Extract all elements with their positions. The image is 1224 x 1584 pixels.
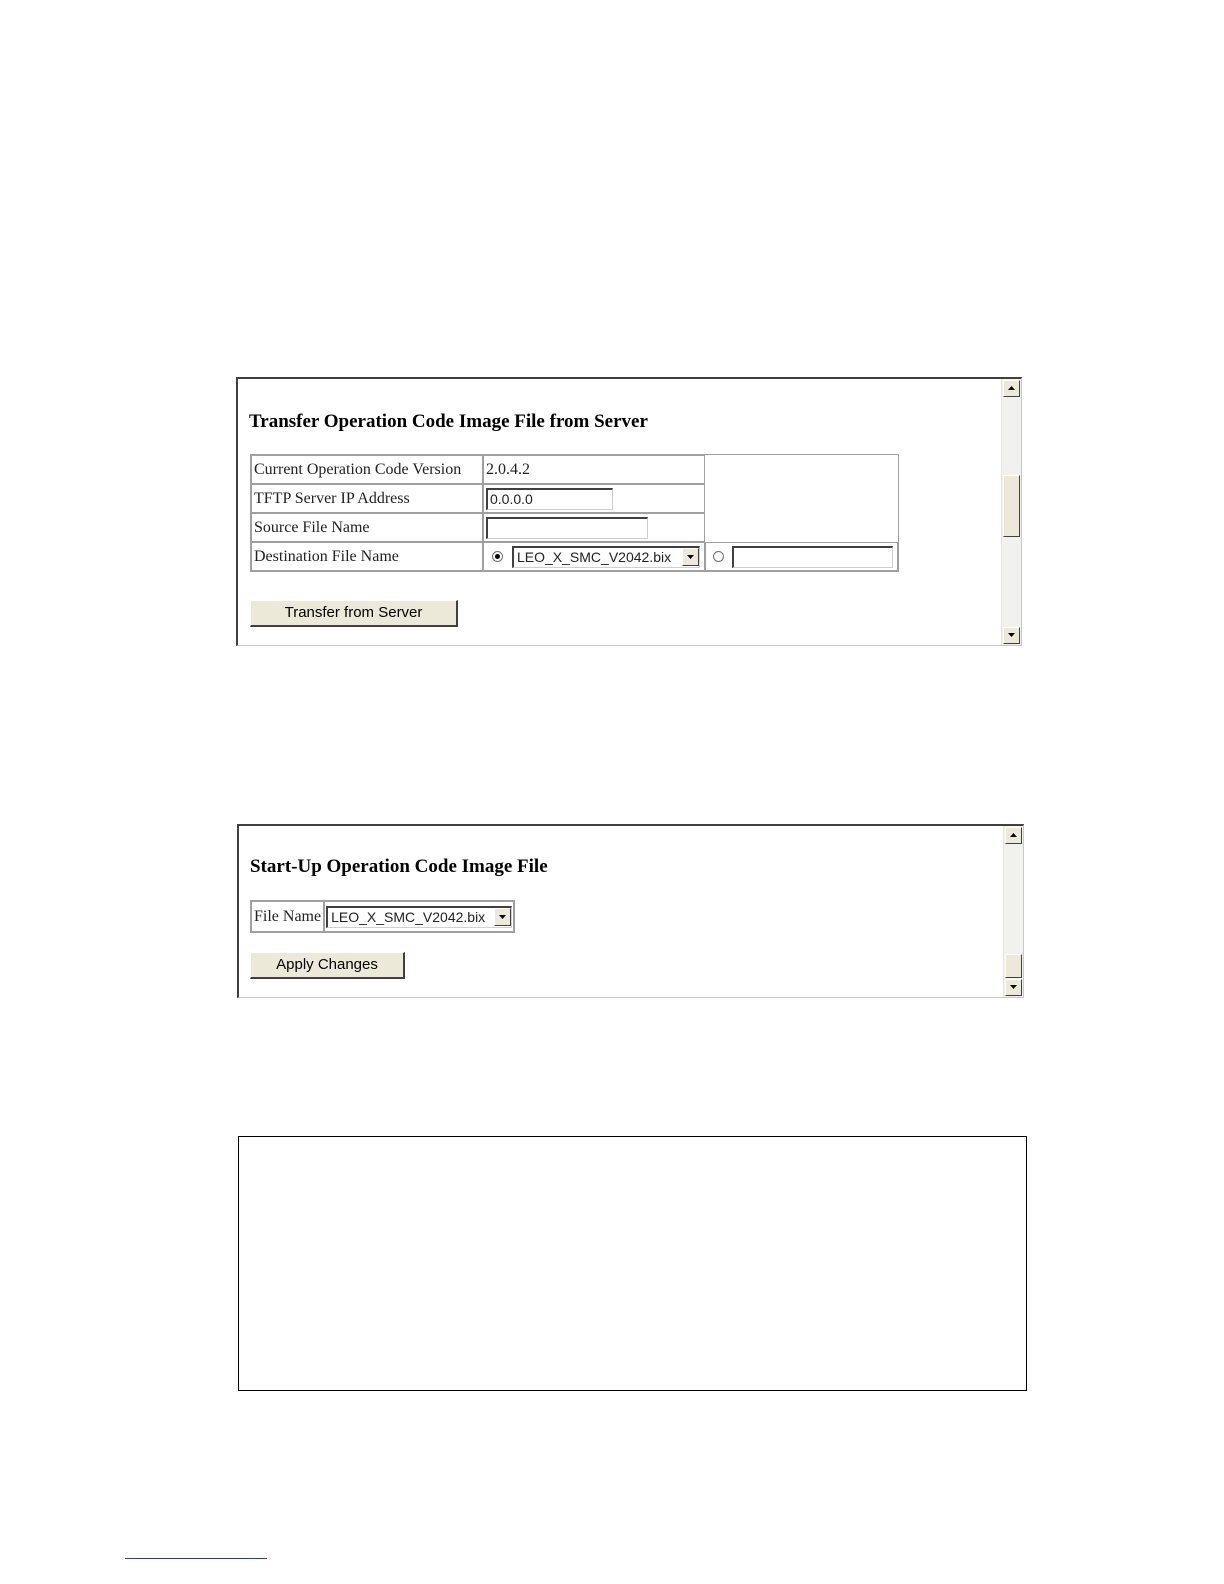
startup-file-select[interactable]: [326, 906, 512, 928]
apply-changes-button[interactable]: Apply Changes: [250, 952, 405, 979]
table-row: [251, 455, 898, 484]
scrollbar-thumb[interactable]: [1003, 475, 1020, 537]
destination-custom-radio[interactable]: [713, 551, 724, 562]
tftp-server-ip-input[interactable]: 0.0.0.0: [486, 488, 613, 510]
destination-file-select[interactable]: [512, 546, 700, 568]
chevron-down-icon: [1008, 633, 1015, 637]
transfer-form-table: [250, 454, 899, 572]
scroll-down-button[interactable]: [1005, 979, 1022, 996]
transfer-panel-title: Transfer Operation Code Image File from Server: [249, 411, 648, 432]
empty-frame: [238, 1136, 1027, 1391]
scroll-down-button[interactable]: [1003, 627, 1020, 644]
tftp-server-label: TFTP Server IP Address: [251, 484, 483, 513]
startup-form-table: [250, 900, 515, 933]
chevron-up-icon: [1010, 833, 1017, 837]
vertical-scrollbar[interactable]: [1001, 379, 1021, 645]
current-version-value: 2.0.4.2: [483, 455, 705, 484]
scroll-up-button[interactable]: [1005, 827, 1022, 844]
footer-link-underline: [125, 1558, 267, 1559]
destination-file-label: Destination File Name: [251, 542, 483, 571]
vertical-scrollbar[interactable]: [1003, 826, 1023, 997]
scroll-up-button[interactable]: [1003, 380, 1020, 397]
destination-custom-input[interactable]: [732, 546, 893, 568]
table-row: [251, 542, 898, 571]
source-file-label: Source File Name: [251, 513, 483, 542]
startup-file-selected: LEO_X_SMC_V2042.bix: [331, 908, 486, 925]
chevron-down-icon[interactable]: [682, 548, 699, 566]
table-row: [251, 484, 898, 513]
source-file-input[interactable]: [486, 517, 648, 539]
table-row: [251, 901, 514, 932]
file-name-label: File Name: [251, 901, 324, 932]
chevron-down-icon: [1010, 985, 1017, 989]
table-row: [251, 513, 898, 542]
transfer-panel: [236, 377, 1022, 646]
chevron-up-icon: [1008, 386, 1015, 390]
startup-panel: [237, 824, 1024, 998]
chevron-down-icon[interactable]: [494, 908, 511, 926]
destination-file-selected: LEO_X_SMC_V2042.bix: [517, 548, 672, 565]
destination-existing-radio[interactable]: [492, 551, 503, 562]
transfer-from-server-button[interactable]: Transfer from Server: [250, 600, 458, 627]
scrollbar-thumb[interactable]: [1005, 954, 1022, 978]
startup-panel-title: Start-Up Operation Code Image File: [250, 856, 548, 877]
current-version-label: Current Operation Code Version: [251, 455, 483, 484]
